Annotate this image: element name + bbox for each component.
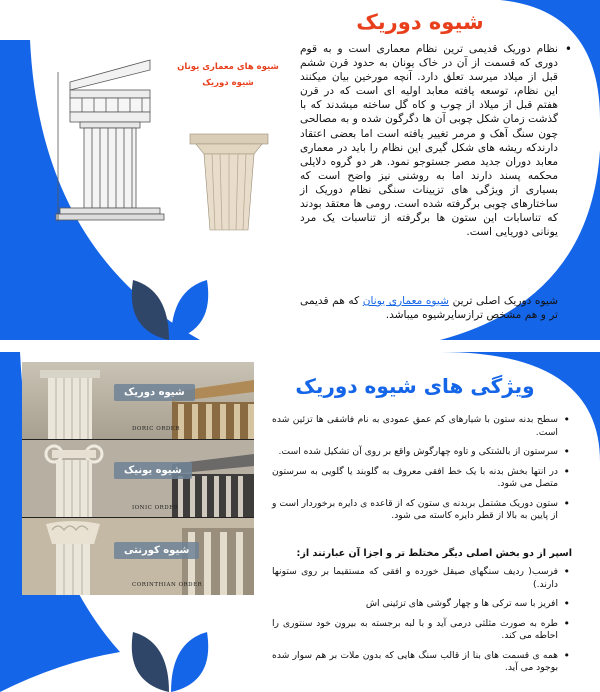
greek-architecture-link[interactable]: شیوه معماری یونان [362,295,449,307]
slide1-title: شیوه دوریک [356,10,484,34]
slide-doric-features [0,352,600,692]
doric-figure [50,52,295,232]
slide-divider [0,340,600,352]
list-item: • طره به صورت مثلثی درمی آید و با لبه برجسته به بیرون خود سنتوری را احاطه می کند. [272,618,572,643]
slide-doric [0,0,600,340]
corinthian-order-tag: شیوه کورنتی [114,542,199,559]
list-item: • افریز با سه ترکی ها و چهار گوشی های تزئینی اش [272,598,572,611]
ionic-order-caption: IONIC ORDER [132,505,179,511]
entablature-heading: اسپر از دو بخش اصلی دیگر مختلط تر و اجزا آن عبارتند از: [296,548,572,559]
slide2-title: ویژگی های شیوه دوریک [295,374,535,398]
list-item: • سرستون از بالشتکی و تاوه چهارگوش واقع بر روی آن تشکیل شده است. [272,446,572,459]
list-item: • فرسب( ردیف سنگهای صیقل خورده و افقی که مستقیما بر روی ستونها دارند.) [272,566,572,591]
list-item: • همه ی قسمت های بنا از قالب سنگ هایی که بدون ملات بر هم سوار شده بوجود می آید. [272,650,572,675]
doric-order-tag: شیوه دوریک [114,384,195,401]
leaf-logo-icon [125,622,215,692]
entablature-list [272,566,572,682]
ionic-order-tag: شیوه یونیک [114,462,192,479]
figure-caption-top: شیوه های معماری یونان [177,62,279,72]
features-list [272,414,572,530]
list-item: • سطح بدنه ستون با شیارهای کم عمق عمودی به نام فاشقی ها تزئین شده است. [272,414,572,439]
corinthian-order-caption: CORINTHIAN ORDER [132,582,203,588]
doric-order-caption: DORIC ORDER [132,426,180,432]
orders-photo [22,362,254,594]
slide1-paragraph2 [300,294,558,322]
leaf-logo-icon [125,270,215,340]
slide1-paragraph: • نظام دوریک قدیمی ترین نظام معماری است و به قوم دوری که قسمت از آن در خاک یونان به حدود قرن ششم قبل از میلاد میرسد تعلق دارد. آنچه مورخین بیان میکنند این نظام، توسعه یافته معابد اولیه ای است که در قرن هفتم قبل از میلاد از چوب و کاه گل ساخته میشدند که با گذشت زمان شکل چوبی آن ها دگرگون شده و به مصالحی چون سنگ آهک و مرمر تغییر یافته است اما بعضی اعتقاد دارندکه ریشه های شکل گیری این نظام را باید در معماری معابد دوران جدید مصر جستوجو نمود. هر دو گروه دلایلی محکمه پسند دارند اما به روشنی نیز واضح است که بسیاری از ویژگی های تزیینات سنگی نظام دوریک از ساختارهای چوبی برگرفته شده است. رومی ها معتقد بودند که تناسابات این ستون ها برگرفته از تناسبات یک مرد یونانی دوریایی است. [300,42,572,239]
paragraph2-after: که هم قدیمی تر و هم مشخص ترازسایرشیوه میباشد. [300,295,558,322]
list-item: • در انتها بخش بدنه با یک خط افقی معروف به گلوبند یا گلویی به سرستون متصل می شود. [272,466,572,491]
paragraph2-before: شیوه دوریک اصلی ترین [452,295,558,307]
list-item: • ستون دوریک مشتمل بربدنه ی ستون که از قاعده ی دایره برخوردار است و از پایین به بالا از قطر دایره کاسته می شود. [272,498,572,523]
figure-caption-sub: شیوه دوریک [202,78,254,88]
